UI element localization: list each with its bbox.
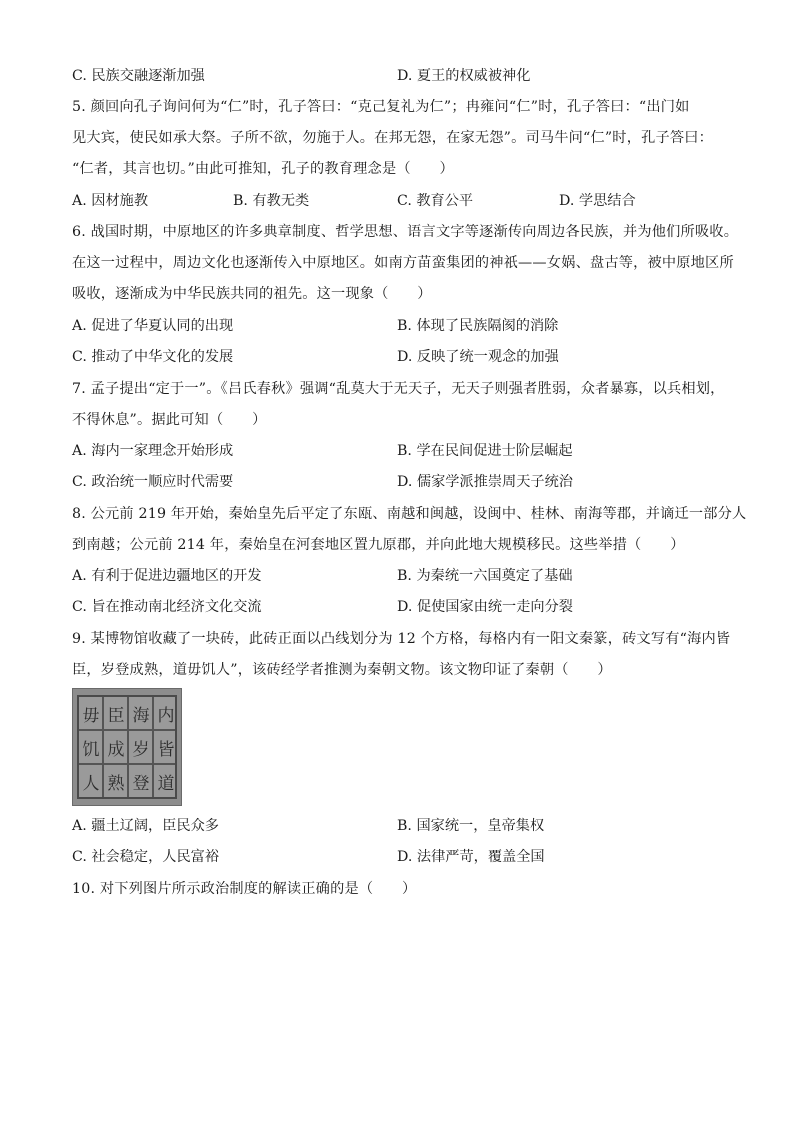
brick-char: 人 (82, 773, 100, 794)
q8-option-c: C. 旨在推动南北经济文化交流 (72, 599, 262, 615)
q7-stem-line-1: 7. 孟子提出“定于一”。《吕氏春秋》强调“乱莫大于无天子，无天子则强者胜弱，众者暴寡，以兵相划， (72, 381, 725, 397)
brick-char: 登 (132, 773, 150, 794)
q5-option-b: B. 有教无类 (233, 193, 310, 209)
q5-option-a: A. 因材施教 (72, 193, 149, 209)
q7-stem-line-2: 不得休息”。据此可知（ ） (72, 412, 267, 428)
brick-inscription-grid (77, 695, 177, 799)
q8-option-b: B. 为秦统一六国奠定了基础 (397, 568, 573, 584)
q8-stem-line-1: 8. 公元前 219 年开始，秦始皇先后平定了东瓯、南越和闽越，设闽中、桂林、南海等郡，并谪迁一部分人 (72, 506, 747, 522)
q6-option-c: C. 推动了中华文化的发展 (72, 349, 234, 365)
brick-char: 成 (107, 739, 125, 760)
brick-char: 皆 (157, 739, 175, 760)
q9-option-a: A. 疆土辽阔，臣民众多 (72, 818, 219, 834)
q9-option-d: D. 法律严苛，覆盖全国 (397, 849, 545, 865)
q6-stem-line-1: 6. 战国时期，中原地区的许多典章制度、哲学思想、语言文字等逐渐传向周边各民族，并为他们所吸收。 (72, 224, 739, 240)
q8-option-a: A. 有利于促进边疆地区的开发 (72, 568, 262, 584)
q5-stem-line-2: 见大宾，使民如承大祭。子所不欲，勿施于人。在邦无怨，在家无怨”。司马牛问“仁”时，孔子答曰： (72, 130, 714, 146)
q6-stem-line-2: 在这一过程中，周边文化也逐渐传入中原地区。如南方苗蛮集团的神祇——女娲、盘古等，被中原地区所 (72, 255, 734, 271)
q9-option-b: B. 国家统一，皇帝集权 (397, 818, 545, 834)
q6-option-a: A. 促进了华夏认同的出现 (72, 318, 234, 334)
brick-char: 熟 (107, 773, 125, 794)
brick-char: 岁 (132, 739, 150, 760)
qin-brick-image (72, 688, 182, 806)
q6-stem-line-3: 吸收，逐渐成为中华民族共同的祖先。这一现象（ ） (72, 286, 432, 302)
q5-stem-line-3: “仁者，其言也切。”由此可推知，孔子的教育理念是（ ） (72, 161, 454, 177)
q9-stem-line-2: 臣，岁登成熟，道毋饥人”，该砖经学者推测为秦朝文物。该文物印证了秦朝（ ） (72, 662, 612, 678)
q4-option-d: D. 夏王的权威被神化 (397, 68, 531, 84)
q6-option-b: B. 体现了民族隔阂的消除 (397, 318, 559, 334)
q8-option-d: D. 促使国家由统一走向分裂 (397, 599, 573, 615)
brick-char: 饥 (82, 739, 100, 760)
q7-option-a: A. 海内一家理念开始形成 (72, 443, 234, 459)
brick-char: 臣 (107, 705, 125, 726)
q6-option-d: D. 反映了统一观念的加强 (397, 349, 559, 365)
q9-option-c: C. 社会稳定，人民富裕 (72, 849, 220, 865)
q5-option-c: C. 教育公平 (397, 193, 474, 209)
q4-option-c: C. 民族交融逐渐加强 (72, 68, 205, 84)
q5-stem-line-1: 5. 颜回向孔子询问何为“仁”时，孔子答曰：“克己复礼为仁”；冉雍问“仁”时，孔子答曰：“出门如 (72, 99, 690, 115)
q7-option-b: B. 学在民间促进士阶层崛起 (397, 443, 573, 459)
q8-stem-line-2: 到南越；公元前 214 年，秦始皇在河套地区置九原郡，并向此地大规模移民。这些举措（ ） (72, 537, 685, 553)
brick-char: 海 (132, 705, 150, 726)
brick-char: 内 (157, 705, 175, 726)
brick-char: 道 (157, 773, 175, 794)
q5-option-d: D. 学思结合 (559, 193, 636, 209)
q9-stem-line-1: 9. 某博物馆收藏了一块砖，此砖正面以凸线划分为 12 个方格，每格内有一阳文秦篆，砖文写有“海内皆 (72, 631, 731, 647)
q10-stem: 10. 对下列图片所示政治制度的解读正确的是（ ） (72, 881, 417, 897)
q7-option-d: D. 儒家学派推崇周天子统治 (397, 474, 573, 490)
q7-option-c: C. 政治统一顺应时代需要 (72, 474, 234, 490)
brick-char: 毋 (82, 705, 100, 726)
